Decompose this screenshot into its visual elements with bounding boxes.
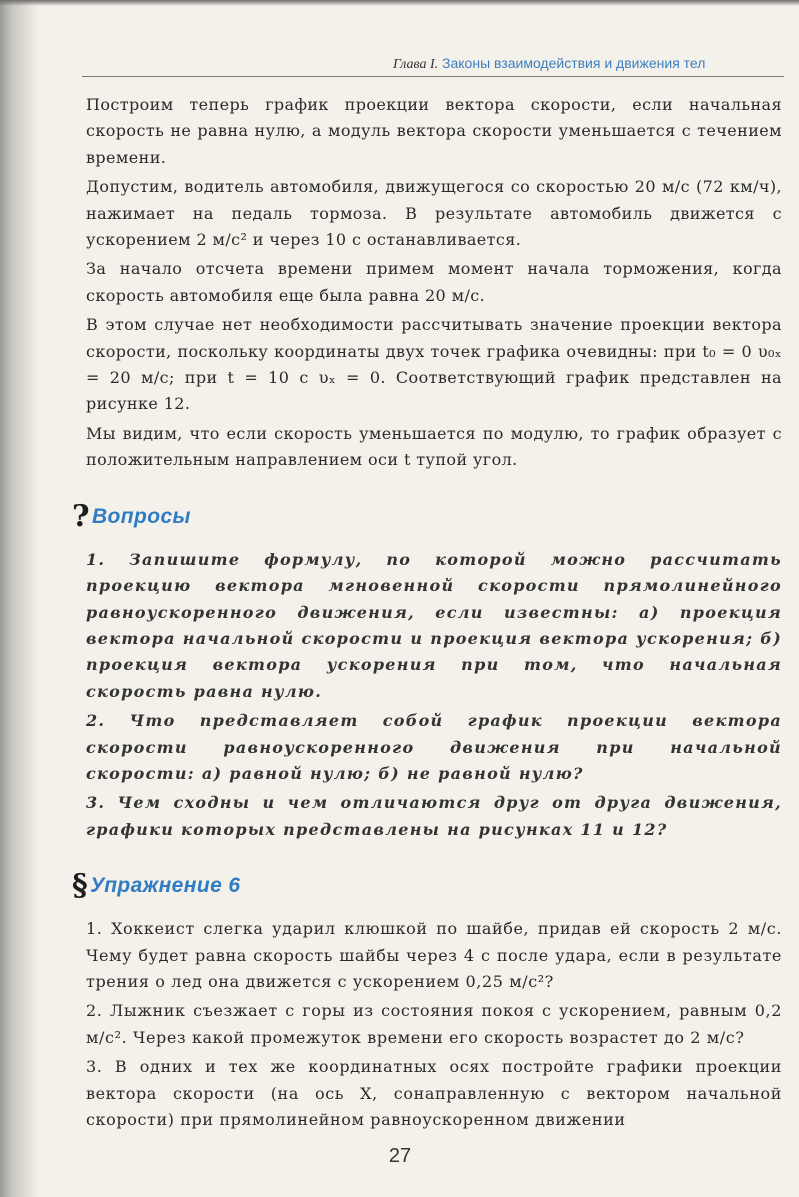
header-divider: [82, 76, 784, 77]
exercise-mark-icon: §: [72, 868, 89, 904]
page-body: [72, 92, 782, 1133]
body-paragraph: Допустим, водитель автомобиля, движущегося со скоростью 20 м/с (72 км/ч), нажимает на педаль тормоза. В результате автомобиль движется с ускорением 2 м/с² и через 10 с останавливается.: [86, 177, 782, 250]
questions-list: [86, 547, 782, 843]
body-paragraph: В этом случае нет необходимости рассчитывать значение проекции вектора скорости, поскольку координаты двух точек графика очевидны: при t₀ = 0 υ₀ₓ = 20 м/с; при t = 10 с υₓ = 0. Соответствующий график представлен на рисунке 12.: [86, 315, 782, 414]
exercise-item: 1. Хоккеист слегка ударил клюшкой по шайбе, придав ей скорость 2 м/с. Чему будет равна скорость шайбы через 4 с после удара, если в результате трения о лед она движется с ускорением 0,25 м/с²?: [86, 919, 782, 991]
question-mark-icon: ?: [72, 498, 90, 534]
page-top-shadow: [0, 0, 799, 6]
question-item: 2. Что представляет собой график проекции вектора скорости равноускоренного движения при начальной скорости: а) равной нулю; б) не равной нулю?: [86, 711, 782, 783]
body-paragraph: За начало отсчета времени примем момент начала торможения, когда скорость автомобиля еще была равна 20 м/с.: [86, 259, 782, 305]
header-chapter: Глава I.: [393, 57, 439, 72]
question-item: 1. Запишите формулу, по которой можно рассчитать проекцию вектора мгновенной скорости прямолинейного равноускоренного движения, если известны: а) проекция вектора начальной скорости и проекция вектора ускорения; б) проекция вектора ускорения при том, что начальная скорость равна нулю.: [86, 549, 782, 701]
exercise-item: 3. В одних и тех же координатных осях постройте графики проекции вектора скорости (на ось X, сонаправленную с вектором начальной скорости) при прямолинейном равноускоренном движении: [86, 1057, 782, 1129]
questions-heading: [72, 498, 782, 534]
exercise-title: Упражнение 6: [90, 874, 241, 898]
questions-title: Вопросы: [91, 504, 191, 528]
body-paragraph: Построим теперь график проекции вектора скорости, если начальная скорость не равна нулю, а модуль вектора скорости уменьшается с течением времени.: [86, 95, 782, 167]
exercise-list: [86, 916, 782, 1133]
exercise-heading: [72, 870, 782, 902]
question-item: 3. Чем сходны и чем отличаются друг от друга движения, графики которых представлены на рисунках 11 и 12?: [86, 793, 782, 839]
running-header: [393, 55, 783, 73]
page-binding-shadow: [0, 0, 40, 1197]
page-number: 27: [388, 1145, 412, 1167]
header-title: Законы взаимодействия и движения тел: [442, 55, 706, 71]
body-paragraph: Мы видим, что если скорость уменьшается по модулю, то график образует с положительным направлением оси t тупой угол.: [86, 423, 782, 470]
exercise-item: 2. Лыжник съезжает с горы из состояния покоя с ускорением, равным 0,2 м/с². Через какой промежуток времени его скорость возрастет до 2 м/с?: [86, 1001, 782, 1047]
